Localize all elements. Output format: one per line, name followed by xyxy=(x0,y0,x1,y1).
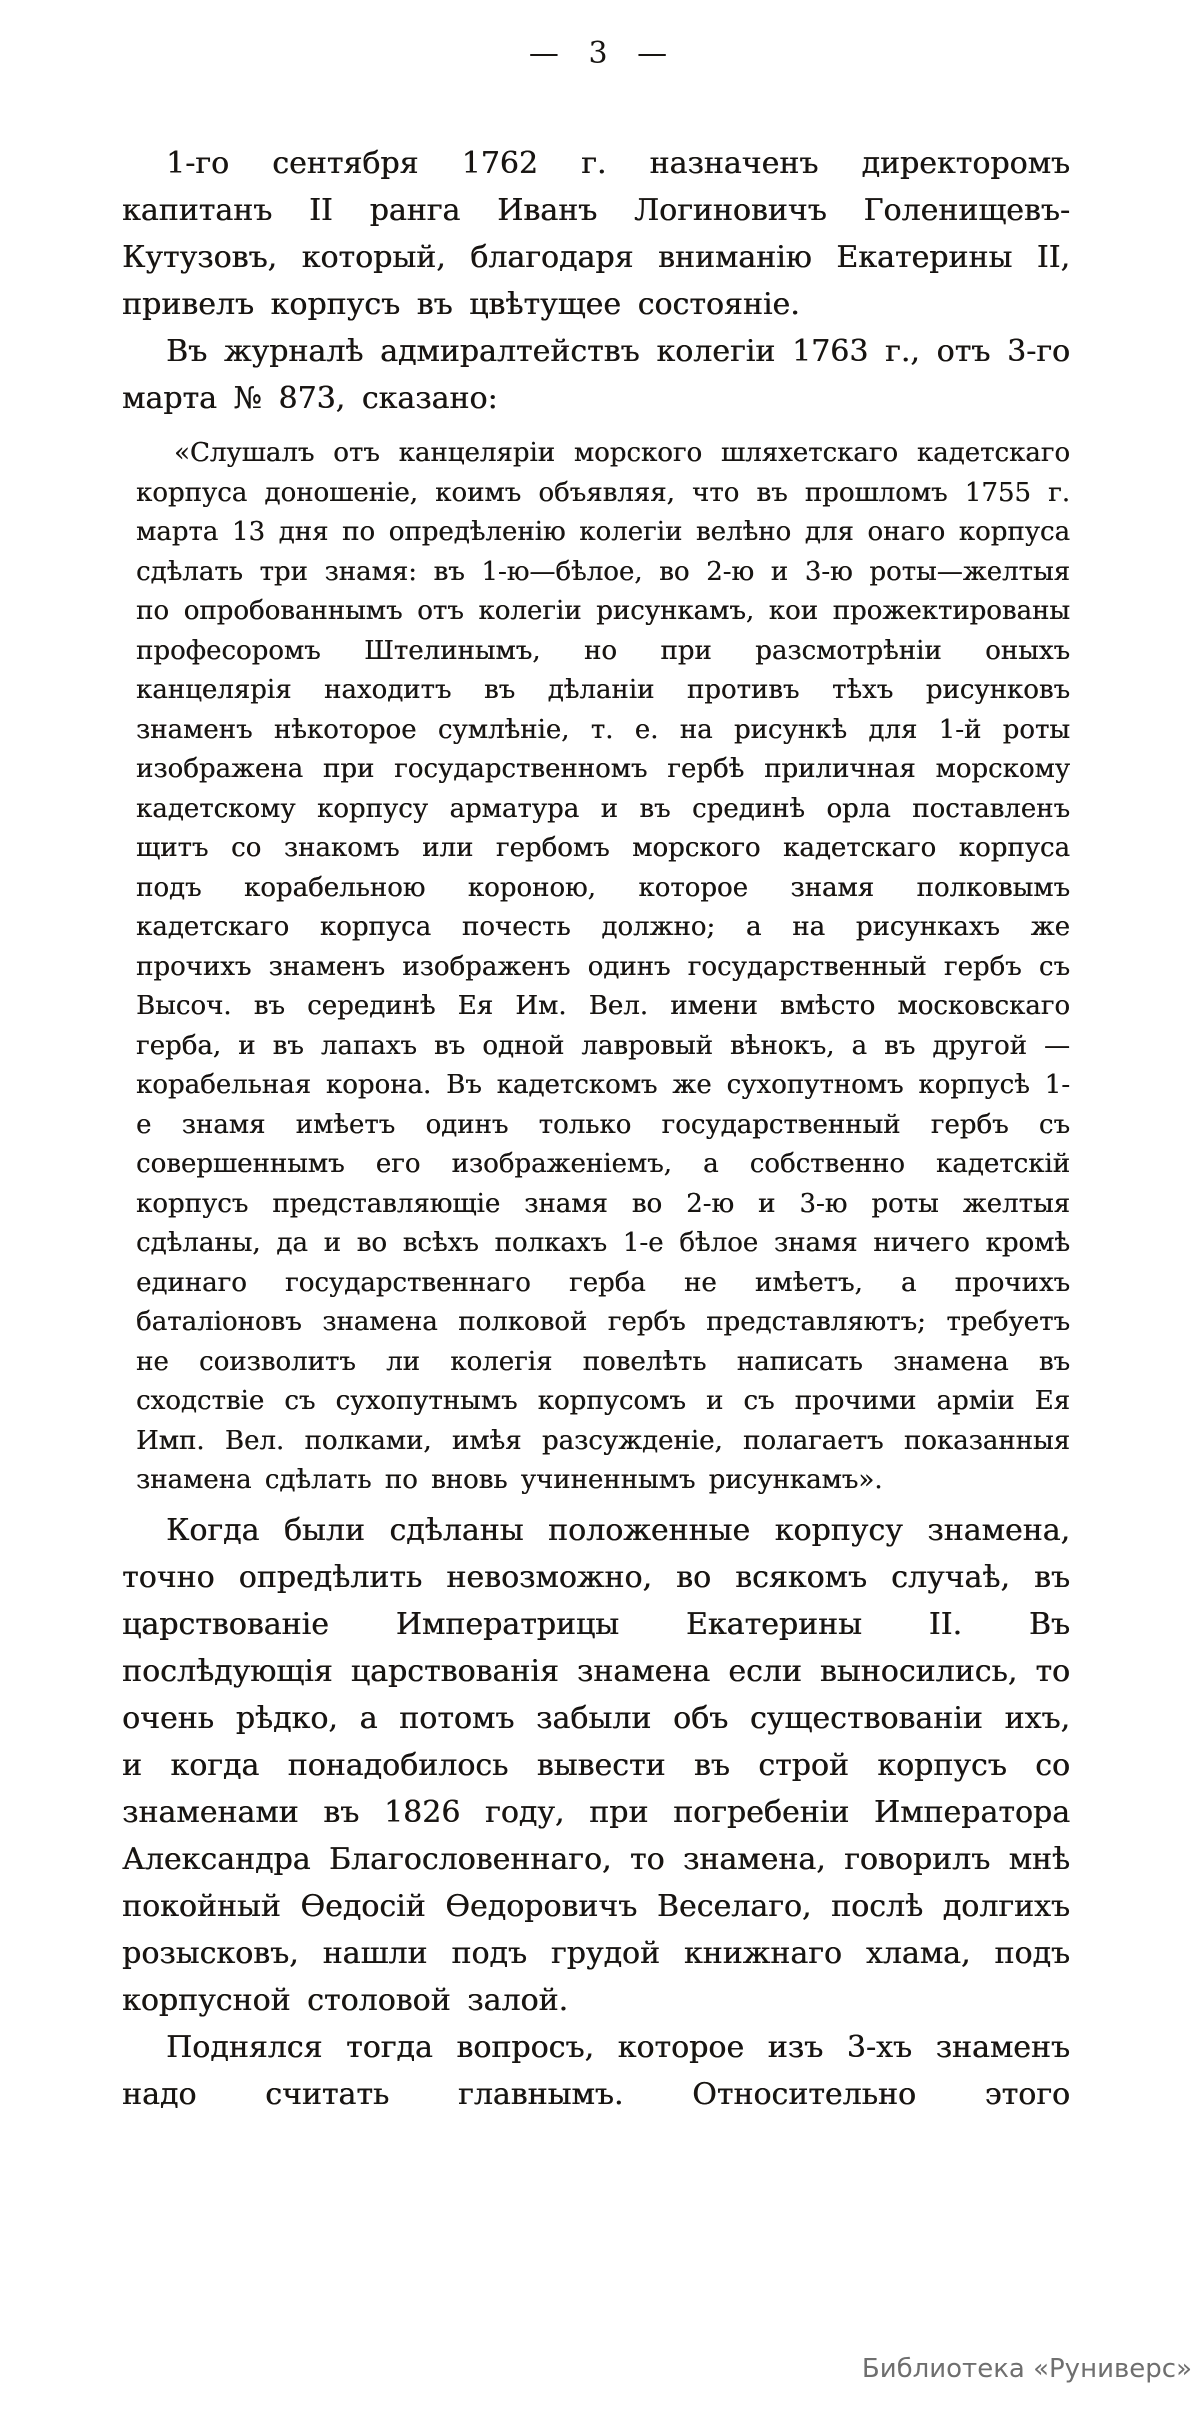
paragraph-appointment-1762: 1-го сентября 1762 г. назначенъ директоромъ капитанъ II ранга Иванъ Логиновичъ Голенищевъ-Кутузовъ, который, благодаря вниманію Екатерины II, привелъ корпусъ въ цвѣтущее состояніе. xyxy=(122,146,1070,322)
runivers-library-watermark: Библиотека «Руниверс» xyxy=(861,2354,1192,2384)
paragraph-question-of-main-banner: Поднялся тогда вопросъ, которое изъ 3-хъ знаменъ надо считать главнымъ. Относительно этого xyxy=(122,2029,1070,2112)
paragraph-banners-history: Когда были сдѣланы положенные корпусу знамена, точно опредѣлить невозможно, во всякомъ случаѣ, въ царствованіе Императрицы Екатерины II. Въ послѣдующія царствованія знамена если выносились, то очень рѣдко, а потомъ забыли объ существованіи ихъ, и когда понадобилось вывести въ строй корпусъ со знаменами въ 1826 году, при погребеніи Императора Александра Благословеннаго, то знамена, говорилъ мнѣ покойный Ѳедосій Ѳедоровичъ Веселаго, послѣ долгихъ розысковъ, нашли подъ грудой книжнаго хлама, подъ корпусной столовой залой. xyxy=(122,1512,1070,2018)
paragraph-journal-intro: Въ журналѣ адмиралтействъ колегіи 1763 г., отъ 3-го марта № 873, сказано: xyxy=(122,334,1070,416)
quote-paragraph-admiralty-journal: «Слушалъ отъ канцеляріи морского шляхетскаго кадетскаго корпуса доношеніе, коимъ объявляя, что въ прошломъ 1755 г. марта 13 дня по опредѣленію колегіи велѣно для онаго корпуса сдѣлать три знамя: въ 1-ю—бѣлое, во 2-ю и 3-ю роты—желтыя по опробованнымъ отъ колегіи рисункамъ, кои прожектированы професоромъ Штелинымъ, но при разсмотрѣніи оныхъ канцелярія находитъ въ дѣланіи противъ тѣхъ рисунковъ знаменъ нѣкоторое сумлѣніе, т. е. на рисункѣ для 1-й роты изображена при государственномъ гербѣ приличная морскому кадетскому корпусу арматура и въ срединѣ орла поставленъ щитъ со знакомъ или гербомъ морского кадетскаго корпуса подъ корабельною короною, которое знамя полковымъ кадетскаго корпуса почесть должно; а на рисункахъ же прочихъ знаменъ изображенъ одинъ государственный гербъ съ Высоч. въ серединѣ Ея Им. Вел. имени вмѣсто московскаго герба, и въ лапахъ въ одной лавровый вѣнокъ, а въ другой — корабельная корона. Въ кадетскомъ же сухопутномъ корпусѣ 1-е знамя имѣетъ одинъ только государственный гербъ съ совершеннымъ его изображеніемъ, а собственно кадетскій корпусъ представляющіе знамя во 2-ю и 3-ю роты желтыя сдѣланы, да и во всѣхъ полкахъ 1-е бѣлое знамя ничего кромѣ единаго государственнаго герба не имѣетъ, а прочихъ баталіоновъ знамена полковой гербъ представляютъ; требуетъ не соизволитъ ли колегія повелѣть написать знамена въ сходствіе съ сухопутнымъ корпусомъ и съ прочими арміи Ея Имп. Вел. полками, имѣя разсужденіе, полагаетъ показанныя знамена сдѣлать по вновь учиненнымъ рисункамъ». xyxy=(136,438,1070,1495)
page-text-content xyxy=(122,140,1070,2118)
page-number: — 3 — xyxy=(528,36,672,71)
